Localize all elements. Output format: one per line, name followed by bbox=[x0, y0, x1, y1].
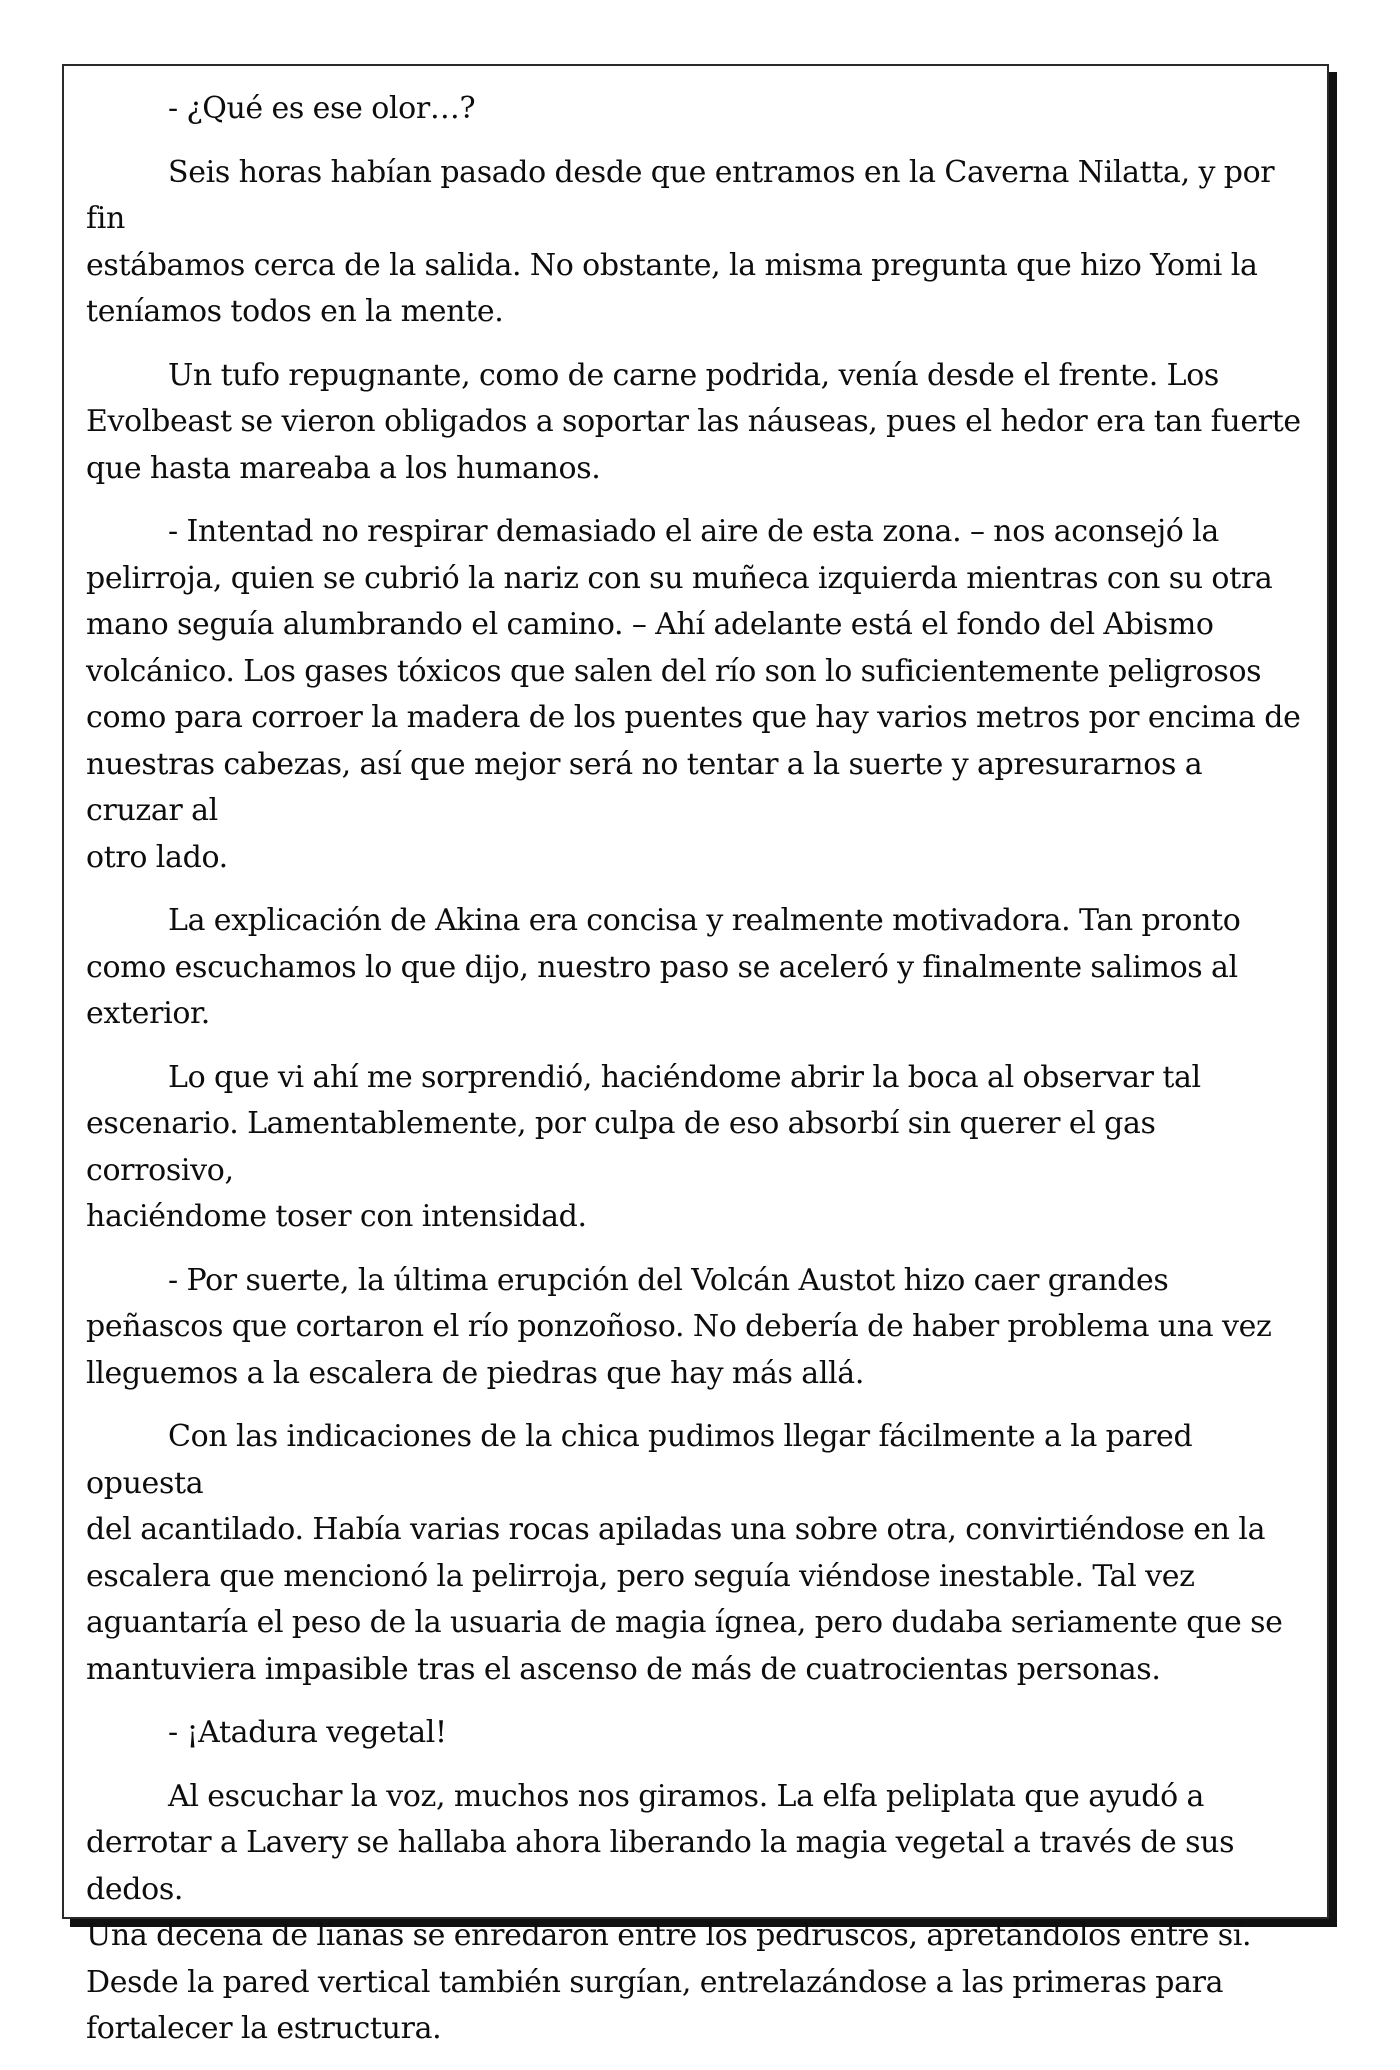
page-frame bbox=[62, 64, 1329, 2046]
paragraph-cavern-exit: Seis horas habían pasado desde que entramos en la Caverna Nilatta, y por fin estábamos cerca de la salida. No obstante, la misma pregunta que hizo Yomi la teníamos todos en la mente. bbox=[86, 154, 1275, 329]
text-column bbox=[86, 86, 1305, 2070]
paragraph-spell-call: - ¡Atadura vegetal! bbox=[168, 1715, 447, 1750]
paragraph-staircase: Con las indicaciones de la chica pudimos llegar fácilmente a la pared opuesta del acantilado. Había varias rocas apiladas una sobre otra, convirtiéndose en la escalera que mencionó la pelirroja, pero seguía viéndose inestable. Tal vez aguantaría el peso de la usuaria de magia ígnea, pero dudaba seriamente que se mantuviera impasible tras el ascenso de más de cuatrocientas personas. bbox=[86, 1419, 1283, 1687]
paragraph-eruption: - Por suerte, la última erupción del Volcán Austot hizo caer grandes peñascos que cortaron el río ponzoñoso. No debería de haber problema una vez lleguemos a la escalera de piedras que hay más allá. bbox=[86, 1262, 1272, 1391]
paragraph-warning: - Intentad no respirar demasiado el aire de esta zona. – nos aconsejó la pelirroja, quien se cubrió la nariz con su muñeca izquierda mientras con su otra mano seguía alumbrando el camino. – Ahí adelante está el fondo del Abismo volcánico. Los gases tóxicos que salen del río son lo suficientemente peligrosos como para corroer la madera de los puentes que hay varios metros por encima de nuestras cabezas, así que mejor será no tentar a la suerte y apresurarnos a cruzar al otro lado. bbox=[86, 514, 1301, 875]
paragraph-dialogue-smell: - ¿Qué es ese olor…? bbox=[168, 91, 476, 126]
paragraph-explanation: La explicación de Akina era concisa y realmente motivadora. Tan pronto como escuchamos lo que dijo, nuestro paso se aceleró y finalmente salimos al exterior. bbox=[86, 903, 1241, 1031]
paragraph-stench: Un tufo repugnante, como de carne podrida, venía desde el frente. Los Evolbeast se vieron obligados a soportar las náuseas, pues el hedor era tan fuerte que hasta mareaba a los humanos. bbox=[86, 357, 1301, 486]
paragraph-vines: Al escuchar la voz, muchos nos giramos. La elfa peliplata que ayudó a derrotar a Lavery se hallaba ahora liberando la magia vegetal a través de sus dedos. Una decena de lianas se enredaron entre los pedruscos, apretándolos entre sí. Desde la pared vertical también surgían, entrelazándose a las primeras para fortalecer la estructura. bbox=[86, 1778, 1252, 2046]
paragraph-surprise: Lo que vi ahí me sorprendió, haciéndome abrir la boca al observar tal escenario. Lamentablemente, por culpa de eso absorbí sin querer el gas corrosivo, haciéndome toser con intensidad. bbox=[86, 1059, 1201, 1234]
